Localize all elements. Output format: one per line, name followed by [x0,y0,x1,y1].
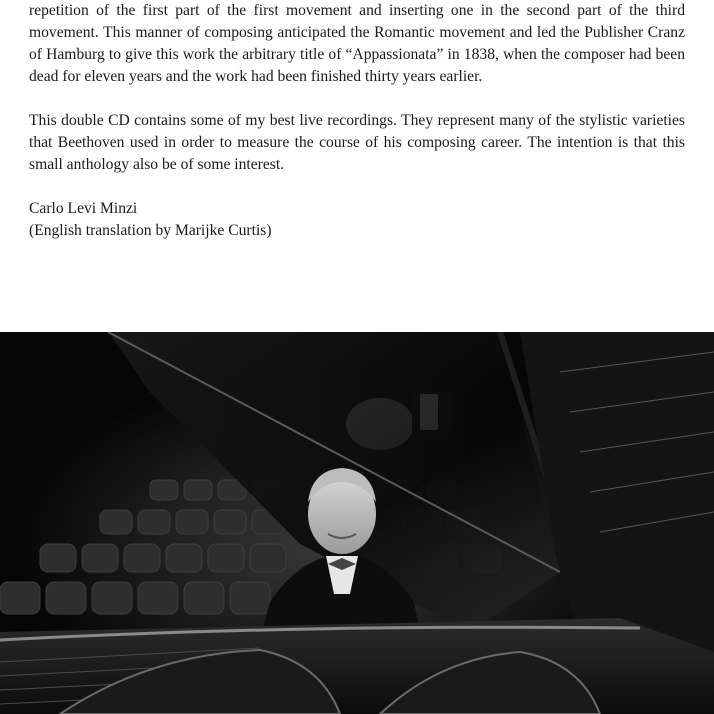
booklet-text [29,0,685,242]
pianist-photo [0,332,714,714]
photo-illustration [0,332,714,714]
paragraph-appassionata: repetition of the first part of the first movement and inserting one in the second part of the third movement. This manner of composing anticipated the Romantic movement and led the Publisher Cranz of Hamburg to give this work the arbitrary title of “Appassionata” in 1838, when the composer had been dead for eleven years and the work had been finished thirty years earlier. [29,2,685,85]
signature-block [29,198,685,242]
paragraph-double-cd: This double CD contains some of my best live recordings. They represent many of the stylistic varieties that Beethoven used in order to measure the course of his composing career. The intention is that this small anthology also be of some interest. [29,112,685,173]
author-name: Carlo Levi Minzi [29,200,138,217]
translation-credit: (English translation by Marijke Curtis) [29,222,272,239]
